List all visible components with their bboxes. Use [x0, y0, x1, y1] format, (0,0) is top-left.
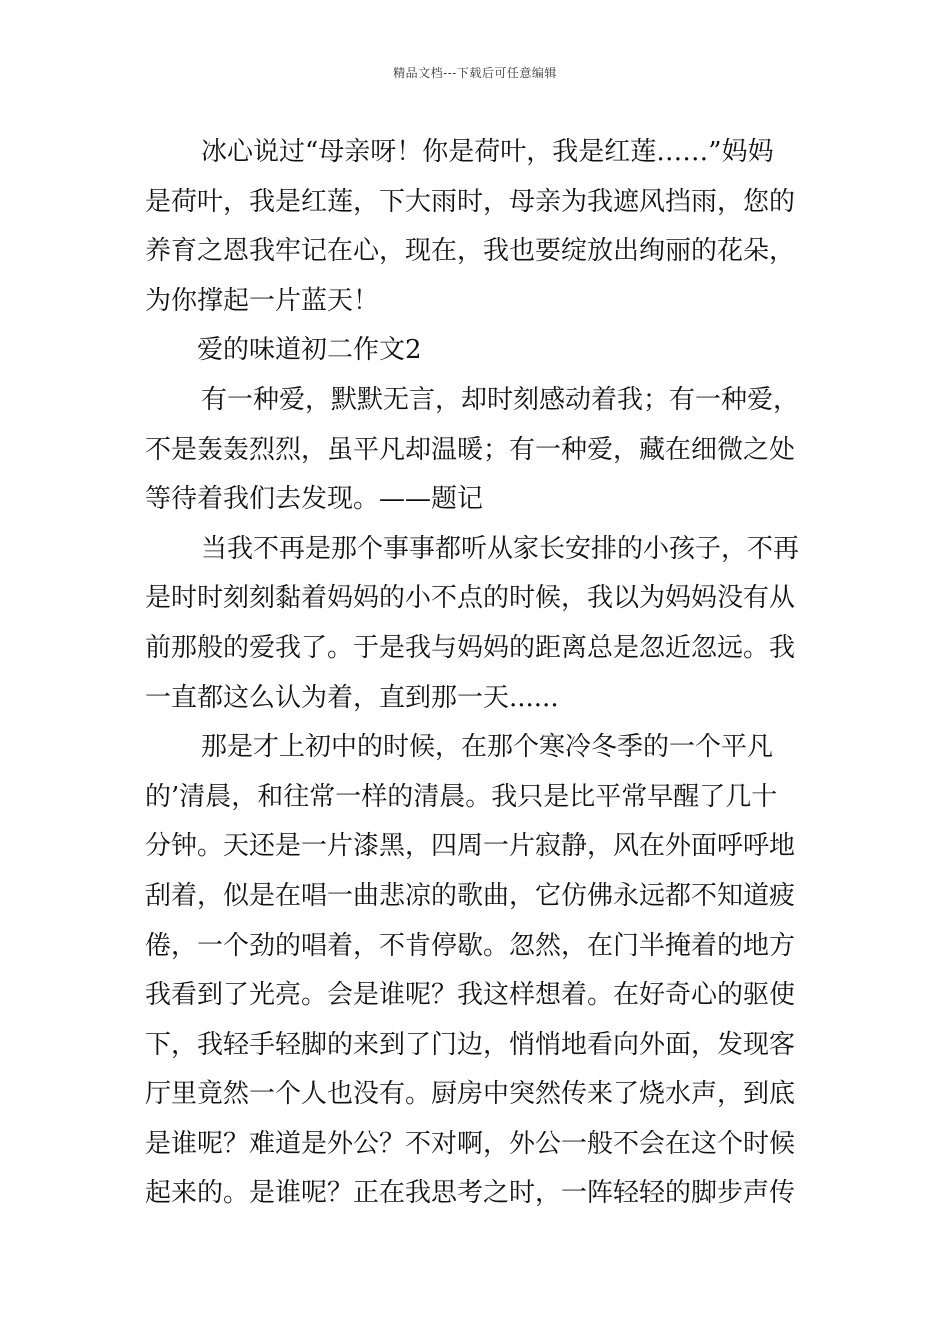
text-line: 不是轰轰烈烈，虽平凡却温暖；有一种爱，藏在细微之处	[145, 434, 796, 465]
text-line: 前那般的爱我了。于是我与妈妈的距离总是忽近忽远。我	[145, 632, 796, 663]
text-line: 为你撑起一片蓝天！	[145, 285, 380, 316]
text-line: 有一种爱，默默无言，却时刻感动着我；有一种爱，	[201, 384, 800, 415]
text-line: 分钟。天还是一片漆黑，四周一片寂静，风在外面呼呼地	[145, 831, 796, 862]
text-line: 刮着，似是在唱一曲悲凉的歌曲，它仿佛永远都不知道疲	[145, 880, 796, 911]
text-line: 的’清晨，和往常一样的清晨。我只是比平常早醒了几十	[145, 781, 778, 812]
text-line: 一直都这么认为着，直到那一天......	[145, 682, 559, 713]
text-line: 等待着我们去发现。——题记	[145, 484, 484, 515]
text-line: 那是才上初中的时候，在那个寒冷冬季的一个平凡	[201, 732, 774, 763]
text-line: 起来的。是谁呢？正在我思考之时，一阵轻轻的脚步声传	[145, 1178, 796, 1209]
section-title: 爱的味道初二作文2	[197, 335, 422, 366]
text-line: 我看到了光亮。会是谁呢？我这样想着。在好奇心的驱使	[145, 980, 796, 1011]
document-body	[145, 128, 807, 1219]
text-line: 当我不再是那个事事都听从家长安排的小孩子，不再	[201, 533, 800, 564]
text-line: 是荷叶，我是红莲，下大雨时，母亲为我遮风挡雨，您的	[145, 186, 796, 217]
text-line: 冰心说过“母亲呀！你是荷叶，我是红莲……”妈妈	[201, 137, 774, 167]
text-line: 养育之恩我牢记在心，现在，我也要绽放出绚丽的花朵，	[145, 236, 796, 267]
text-line: 是时时刻刻黏着妈妈的小不点的时候，我以为妈妈没有从	[145, 583, 796, 614]
text-line: 倦，一个劲的唱着，不肯停歇。忽然，在门半掩着的地方	[145, 930, 796, 961]
text-line: 是谁呢？难道是外公？不对啊，外公一般不会在这个时候	[145, 1128, 796, 1159]
text-line: 厅里竟然一个人也没有。厨房中突然传来了烧水声，到底	[145, 1079, 796, 1110]
page-header: 精品文档---下载后可任意编辑	[393, 66, 557, 80]
text-line: 下，我轻手轻脚的来到了门边，悄悄地看向外面，发现客	[145, 1029, 796, 1060]
